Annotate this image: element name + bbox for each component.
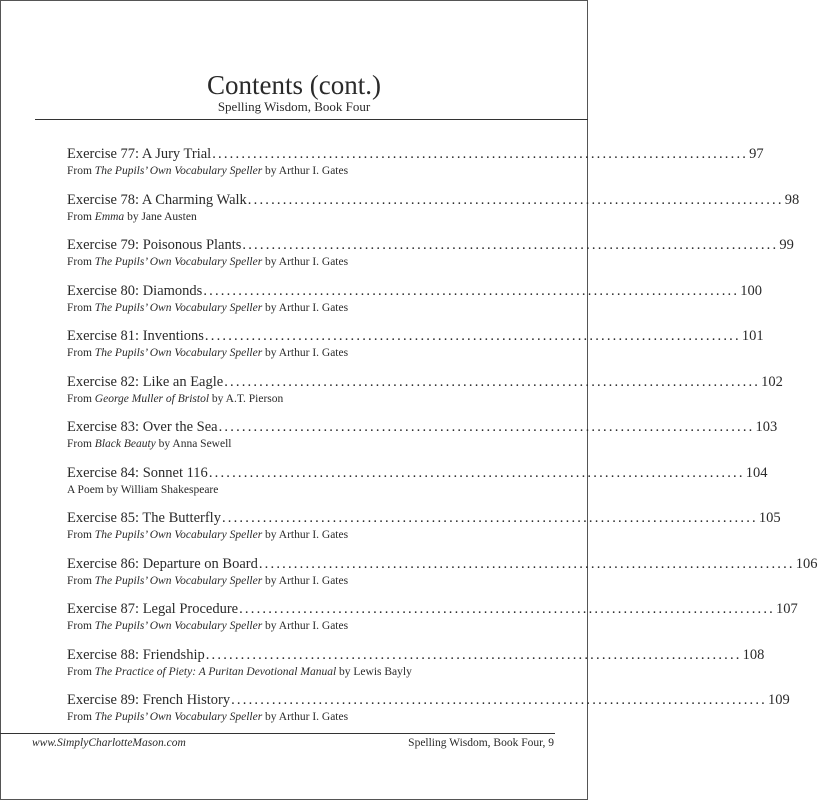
toc-entry-title: Exercise 87: Legal Procedure [67, 601, 239, 617]
toc-entry [67, 510, 781, 556]
source-prefix: From [67, 574, 95, 587]
source-author: by Arthur I. Gates [262, 165, 349, 177]
source-author: by Jane Austen [124, 210, 197, 223]
source-prefix: From [67, 529, 95, 541]
toc-entry [67, 146, 764, 192]
source-prefix: From [67, 665, 95, 678]
toc-page-number: 98 [784, 191, 800, 208]
toc-entry-line [67, 692, 790, 709]
toc-entry-source [67, 528, 518, 542]
source-work-title: The Pupils’ Own Vocabulary Speller [94, 574, 263, 587]
toc-page-number: 108 [742, 646, 765, 663]
toc-entry-source [67, 164, 518, 178]
toc-entry-source [67, 437, 518, 451]
toc-leader-dots: ............................................................................................ [218, 419, 755, 435]
source-author: by Arthur I. Gates [262, 529, 349, 541]
toc-page-number: 103 [755, 419, 778, 435]
toc-entry [67, 464, 768, 511]
source-prefix: From [67, 711, 95, 723]
toc-entry-source [67, 483, 518, 497]
toc-leader-dots: ............................................................................................ [221, 510, 758, 526]
toc-leader-dots: ............................................................................................ [247, 191, 784, 208]
page-subtitle: Spelling Wisdom, Book Four [217, 99, 371, 114]
toc-entry-source [67, 255, 518, 269]
source-author: by Arthur I. Gates [262, 347, 349, 359]
toc-page-number: 109 [768, 692, 790, 708]
toc-entry-line [67, 464, 768, 482]
source-prefix: From [67, 438, 95, 450]
source-work-title: The Practice of Piety: A Puritan Devotional Manual [94, 665, 337, 678]
toc-page-number: 104 [745, 464, 768, 481]
source-author: by Arthur I. Gates [262, 711, 349, 723]
toc-entry-source [67, 574, 518, 588]
toc-entry [67, 555, 818, 602]
source-author: by Lewis Bayly [336, 665, 412, 678]
source-work-title: The Pupils’ Own Vocabulary Speller [94, 301, 263, 314]
toc-entry-line [67, 601, 798, 618]
toc-entry-source [67, 301, 518, 315]
toc-leader-dots: ............................................................................................ [212, 146, 749, 162]
header-rule [35, 119, 588, 120]
toc-leader-dots: ............................................................................................ [208, 464, 745, 481]
source-author: by Arthur I. Gates [262, 620, 349, 632]
toc-leader-dots: ............................................................................................ [224, 373, 761, 390]
source-prefix: From [67, 347, 95, 359]
toc-page-number: 102 [761, 373, 783, 390]
toc-entry-line [67, 328, 764, 345]
toc-entry-title: Exercise 85: The Butterfly [67, 510, 221, 526]
footer-website: www.SimplyCharlotteMason.com [32, 737, 186, 749]
footer-rule [0, 733, 555, 734]
toc-entry-line [67, 555, 818, 573]
toc-entry-title: Exercise 78: A Charming Walk [67, 191, 247, 208]
source-work-title: The Pupils’ Own Vocabulary Speller [94, 256, 263, 268]
toc-entry [67, 328, 764, 374]
toc-leader-dots: ............................................................................................ [205, 646, 742, 663]
toc-entry-title: Exercise 80: Diamonds [67, 282, 203, 299]
toc-entry-line [67, 373, 783, 391]
toc-entry-source [67, 346, 518, 360]
toc-page-number: 97 [749, 146, 764, 162]
toc-entry-line [67, 510, 781, 527]
source-work-title: The Pupils’ Own Vocabulary Speller [94, 711, 263, 723]
source-work-title: The Pupils’ Own Vocabulary Speller [94, 620, 263, 632]
toc-entry-line [67, 419, 778, 436]
toc-entry-line [67, 191, 800, 209]
toc-entry-line [67, 646, 765, 664]
toc-page-number: 107 [776, 601, 798, 617]
toc-entry-title: Exercise 77: A Jury Trial [67, 146, 212, 162]
source-work-title: Black Beauty [94, 438, 156, 450]
toc-entry [67, 282, 762, 329]
page-title: Contents (cont.) [207, 70, 381, 100]
toc-entry-title: Exercise 89: French History [67, 692, 231, 708]
toc-leader-dots: ............................................................................................ [258, 555, 795, 572]
toc-page-number: 106 [795, 555, 818, 572]
toc-page-number: 101 [741, 328, 764, 344]
toc-entry-line [67, 282, 762, 300]
source-author: by Arthur I. Gates [262, 301, 349, 314]
source-author: by Arthur I. Gates [262, 256, 349, 268]
toc-entry-line [67, 237, 794, 254]
toc-entry-source [67, 210, 518, 224]
source-author: by A.T. Pierson [209, 392, 284, 405]
source-author: by Arthur I. Gates [262, 574, 349, 587]
toc-entry-source [67, 619, 518, 633]
footer-page-label: Spelling Wisdom, Book Four, 9 [408, 737, 554, 749]
toc-entry [67, 191, 800, 238]
toc-entry [67, 237, 794, 283]
toc-leader-dots: ............................................................................................ [242, 237, 779, 253]
source-work-title: The Pupils’ Own Vocabulary Speller [94, 529, 263, 541]
source-prefix: From [67, 210, 95, 223]
toc-page-number: 105 [758, 510, 781, 526]
toc-entry-source [67, 665, 518, 679]
toc-entry-title: Exercise 86: Departure on Board [67, 555, 258, 572]
toc-entry [67, 692, 790, 738]
toc-entry-line [67, 146, 764, 163]
toc-entry [67, 373, 783, 420]
toc-entry-title: Exercise 82: Like an Eagle [67, 373, 224, 390]
toc-entry [67, 601, 798, 647]
toc-entry [67, 646, 765, 693]
toc-leader-dots: ............................................................................................ [203, 282, 740, 299]
table-of-contents [67, 146, 818, 738]
source-prefix: From [67, 165, 95, 177]
source-author: by Anna Sewell [155, 438, 232, 450]
toc-page-number: 99 [779, 237, 794, 253]
source-prefix: From [67, 620, 95, 632]
toc-entry-title: Exercise 79: Poisonous Plants [67, 237, 242, 253]
source-prefix: From [67, 392, 95, 405]
source-work-title: The Pupils’ Own Vocabulary Speller [94, 165, 263, 177]
toc-entry [67, 419, 778, 465]
toc-leader-dots: ............................................................................................ [239, 601, 776, 617]
toc-entry-title: Exercise 88: Friendship [67, 646, 205, 663]
toc-entry-source [67, 710, 518, 724]
toc-leader-dots: ............................................................................................ [204, 328, 741, 344]
source-prefix: From [67, 256, 95, 268]
toc-entry-title: Exercise 83: Over the Sea [67, 419, 218, 435]
toc-entry-title: Exercise 81: Inventions [67, 328, 204, 344]
toc-entry-source [67, 392, 518, 406]
source-prefix: A Poem by William Shakespeare [67, 483, 219, 496]
source-prefix: From [67, 301, 95, 314]
source-work-title: George Muller of Bristol [94, 392, 210, 405]
source-work-title: Emma [94, 210, 125, 223]
source-work-title: The Pupils’ Own Vocabulary Speller [94, 347, 263, 359]
toc-leader-dots: ............................................................................................ [231, 692, 767, 708]
toc-entry-title: Exercise 84: Sonnet 116 [67, 464, 208, 481]
toc-page-number: 100 [740, 282, 762, 299]
